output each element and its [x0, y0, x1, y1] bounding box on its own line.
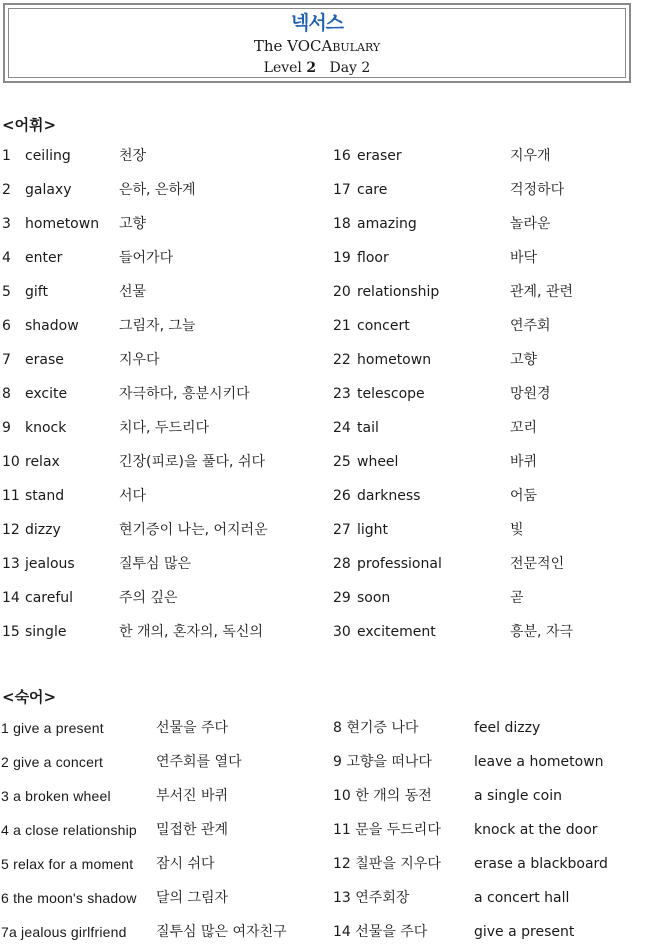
vocab-row [333, 139, 633, 173]
vocab-number: 16 [333, 148, 351, 164]
vocab-meaning: 바닥 [510, 250, 538, 266]
vocab-word: shadow [25, 318, 79, 334]
vocab-word: hometown [25, 216, 100, 232]
phrase-meaning: 잠시 쉬다 [156, 856, 215, 872]
vocab-meaning: 흥분, 자극 [510, 624, 573, 640]
vocab-meaning: 치다, 두드리다 [119, 420, 210, 436]
title-caps: VOCA [287, 37, 333, 55]
vocab-row [2, 581, 322, 615]
phrase-row [333, 881, 638, 915]
vocab-meaning: 그림자, 그늘 [119, 318, 196, 334]
phrase-meaning: 밀접한 관계 [156, 822, 229, 838]
vocab-word: tail [357, 420, 379, 436]
vocab-meaning: 주의 깊은 [119, 590, 178, 606]
header-box [3, 3, 631, 83]
vocab-row [2, 241, 322, 275]
vocab-number: 2 [2, 182, 11, 198]
publisher-logo: 넥서스 [290, 12, 344, 34]
phrase-text: 9 고향을 떠나다 [333, 754, 432, 770]
phrase-meaning: erase a blackboard [474, 856, 608, 872]
vocab-number: 29 [333, 590, 351, 606]
vocab-row [333, 173, 633, 207]
vocab-meaning: 걱정하다 [510, 182, 565, 198]
phrase-text: 5 relax for a moment [1, 856, 134, 872]
vocab-number: 21 [333, 318, 351, 334]
vocab-meaning: 곧 [510, 590, 524, 606]
vocab-row [2, 173, 322, 207]
vocab-row [333, 207, 633, 241]
phrase-text: 11 문을 두드리다 [333, 822, 441, 838]
phrase-text: 6 the moon's shadow [1, 890, 137, 906]
phrase-text: 3 a broken wheel [1, 788, 111, 804]
vocab-word: gift [25, 284, 48, 300]
vocab-word: knock [25, 420, 67, 436]
phrase-row [1, 915, 326, 949]
phrase-meaning: give a present [474, 924, 575, 940]
vocab-row [2, 547, 322, 581]
phrase-meaning: 달의 그림자 [156, 890, 229, 906]
vocab-meaning: 어둠 [510, 488, 538, 504]
vocab-number: 30 [333, 624, 351, 640]
phrase-text: 1 give a present [1, 720, 104, 736]
vocab-number: 17 [333, 182, 351, 198]
phrase-row [1, 711, 326, 745]
phrase-text: 2 give a concert [1, 754, 104, 770]
phrase-text: 13 연주회장 [333, 890, 410, 906]
vocab-row [333, 309, 633, 343]
phrase-text: 14 선물을 주다 [333, 924, 428, 940]
vocab-word: floor [357, 250, 389, 266]
vocab-word: eraser [357, 148, 402, 164]
vocab-number: 28 [333, 556, 351, 572]
phrase-row [333, 779, 638, 813]
phrase-text: 8 현기증 나다 [333, 720, 419, 736]
vocab-row [2, 513, 322, 547]
vocab-word: hometown [357, 352, 432, 368]
phrases-heading: <숙어> [2, 688, 57, 706]
vocab-meaning: 서다 [119, 488, 147, 504]
phrase-meaning: 부서진 바퀴 [156, 788, 229, 804]
book-title [5, 37, 629, 55]
vocab-number: 20 [333, 284, 351, 300]
vocab-meaning: 선물 [119, 284, 147, 300]
vocab-meaning: 현기증이 나는, 어지러운 [119, 522, 268, 538]
vocab-meaning: 지우다 [119, 352, 160, 368]
vocab-meaning: 긴장(피로)을 풀다, 쉬다 [119, 454, 265, 470]
vocab-number: 13 [2, 556, 20, 572]
vocab-word: dizzy [25, 522, 61, 538]
vocab-word: concert [357, 318, 410, 334]
vocab-number: 15 [2, 624, 20, 640]
vocab-word: telescope [357, 386, 425, 402]
phrase-row [1, 847, 326, 881]
phrase-row [1, 745, 326, 779]
vocab-number: 9 [2, 420, 11, 436]
phrase-meaning: knock at the door [474, 822, 598, 838]
vocab-word: soon [357, 590, 391, 606]
phrase-meaning: a single coin [474, 788, 562, 804]
title-small: BULARY [332, 41, 381, 54]
vocab-meaning: 연주회 [510, 318, 551, 334]
vocab-meaning: 꼬리 [510, 420, 538, 436]
vocab-row [333, 241, 633, 275]
vocab-number: 26 [333, 488, 351, 504]
vocab-meaning: 들어가다 [119, 250, 174, 266]
vocab-row [2, 377, 322, 411]
phrase-row [333, 745, 638, 779]
vocab-row [333, 513, 633, 547]
vocab-word: jealous [25, 556, 75, 572]
phrase-text: 10 한 개의 동전 [333, 788, 432, 804]
vocab-row [2, 411, 322, 445]
vocab-meaning: 자극하다, 흥분시키다 [119, 386, 250, 402]
day-label: Day [329, 60, 357, 76]
vocab-meaning: 지우개 [510, 148, 551, 164]
phrase-meaning: leave a hometown [474, 754, 604, 770]
vocab-number: 23 [333, 386, 351, 402]
vocab-meaning: 고향 [119, 216, 147, 232]
vocab-number: 6 [2, 318, 11, 334]
vocab-meaning: 한 개의, 혼자의, 독신의 [119, 624, 263, 640]
phrase-meaning: 선물을 주다 [156, 720, 229, 736]
vocab-row [333, 411, 633, 445]
vocab-number: 3 [2, 216, 11, 232]
vocab-number: 22 [333, 352, 351, 368]
phrase-text: 7a jealous girlfriend [1, 924, 127, 940]
vocab-number: 4 [2, 250, 11, 266]
vocab-meaning: 빛 [510, 522, 524, 538]
vocab-word: care [357, 182, 388, 198]
vocab-row [333, 581, 633, 615]
vocab-number: 19 [333, 250, 351, 266]
vocab-number: 25 [333, 454, 351, 470]
vocab-row [2, 139, 322, 173]
vocab-word: ceiling [25, 148, 71, 164]
vocab-heading: <어휘> [2, 116, 57, 134]
vocab-meaning: 질투심 많은 [119, 556, 192, 572]
vocab-number: 1 [2, 148, 11, 164]
vocab-row [333, 377, 633, 411]
vocab-word: amazing [357, 216, 417, 232]
vocab-meaning: 은하, 은하계 [119, 182, 196, 198]
vocab-number: 10 [2, 454, 20, 470]
vocab-word: erase [25, 352, 64, 368]
day-value: 2 [361, 60, 371, 76]
phrase-row [1, 813, 326, 847]
vocab-row [2, 445, 322, 479]
vocab-word: single [25, 624, 67, 640]
vocab-number: 27 [333, 522, 351, 538]
vocab-meaning: 바퀴 [510, 454, 538, 470]
vocab-row [2, 275, 322, 309]
phrase-text: 12 칠판을 지우다 [333, 856, 441, 872]
vocab-word: excitement [357, 624, 436, 640]
title-prefix: The [253, 37, 288, 55]
level-label: Level [263, 60, 302, 76]
vocab-word: relationship [357, 284, 440, 300]
phrase-row [333, 813, 638, 847]
vocab-word: galaxy [25, 182, 72, 198]
vocab-row [333, 343, 633, 377]
level-value: 2 [306, 60, 317, 76]
vocab-row [333, 445, 633, 479]
vocab-word: professional [357, 556, 442, 572]
vocab-number: 24 [333, 420, 351, 436]
vocab-row [2, 207, 322, 241]
vocab-word: excite [25, 386, 68, 402]
vocab-meaning: 망원경 [510, 386, 551, 402]
phrase-row [333, 915, 638, 949]
vocab-meaning: 고향 [510, 352, 538, 368]
vocab-meaning: 관계, 관련 [510, 284, 573, 300]
phrase-meaning: a concert hall [474, 890, 570, 906]
level-day [5, 60, 629, 76]
phrase-row [333, 847, 638, 881]
vocab-meaning: 천장 [119, 148, 147, 164]
vocab-word: relax [25, 454, 60, 470]
phrase-meaning: 연주회를 열다 [156, 754, 242, 770]
vocab-row [333, 479, 633, 513]
phrase-meaning: feel dizzy [474, 720, 541, 736]
vocab-word: light [357, 522, 389, 538]
vocab-meaning: 전문적인 [510, 556, 565, 572]
phrase-meaning: 질투심 많은 여자친구 [156, 924, 287, 940]
vocab-number: 12 [2, 522, 20, 538]
vocab-number: 8 [2, 386, 11, 402]
vocab-row [2, 615, 322, 649]
vocab-number: 5 [2, 284, 11, 300]
vocab-meaning: 놀라운 [510, 216, 551, 232]
vocab-word: wheel [357, 454, 399, 470]
vocab-word: enter [25, 250, 63, 266]
vocab-number: 14 [2, 590, 20, 606]
phrase-row [1, 779, 326, 813]
vocab-number: 7 [2, 352, 11, 368]
vocab-row [2, 309, 322, 343]
vocab-word: darkness [357, 488, 421, 504]
vocab-row [333, 275, 633, 309]
vocab-number: 18 [333, 216, 351, 232]
vocab-word: careful [25, 590, 74, 606]
vocab-row [2, 479, 322, 513]
phrase-text: 4 a close relationship [1, 822, 137, 838]
phrase-row [1, 881, 326, 915]
vocab-word: stand [25, 488, 65, 504]
vocab-row [333, 615, 633, 649]
phrase-row [333, 711, 638, 745]
vocab-number: 11 [2, 488, 20, 504]
vocab-row [333, 547, 633, 581]
vocab-row [2, 343, 322, 377]
